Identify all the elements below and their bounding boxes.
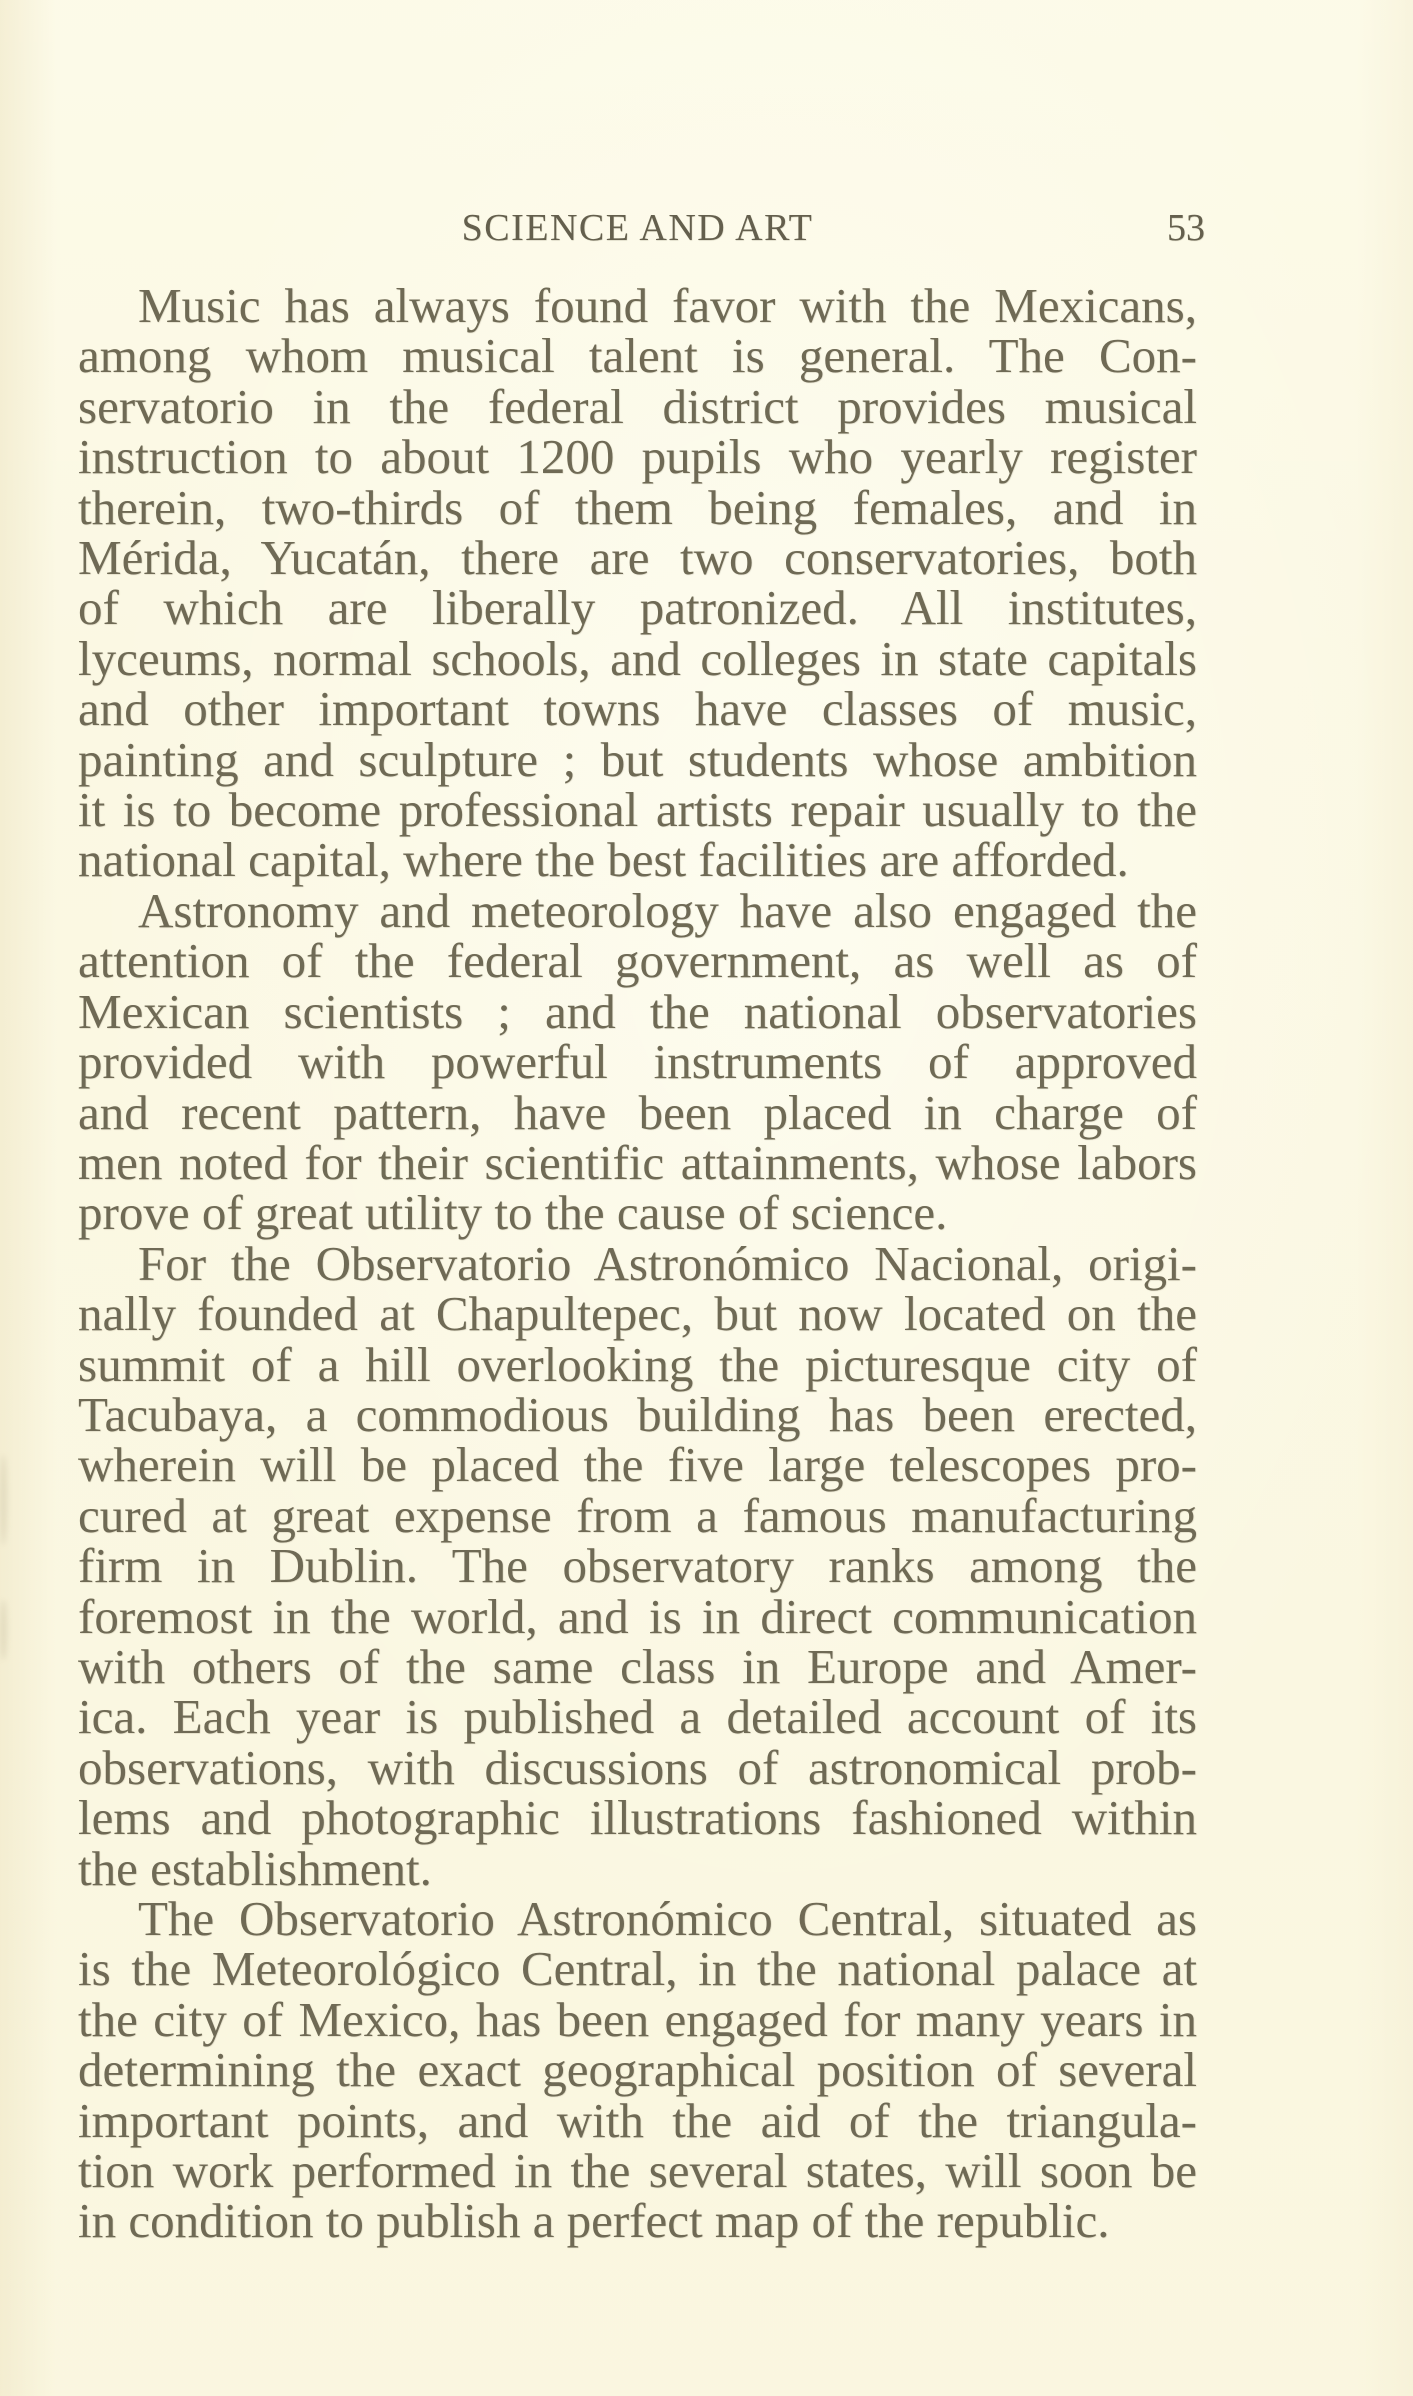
- text-line: lems and photographic illustrations fashioned within: [78, 1790, 1197, 1846]
- scan-smudge: [0, 1600, 7, 1660]
- text-line: painting and sculpture ; but students whose ambition: [78, 731, 1197, 787]
- text-line: among whom musical talent is general. The Con-: [78, 328, 1197, 384]
- paragraph: [78, 1891, 1197, 2249]
- text-line: cured at great expense from a famous manufacturing: [78, 1487, 1197, 1543]
- text-line: the city of Mexico, has been engaged for many years in: [78, 1991, 1197, 2047]
- text-line: The Observatorio Astronómico Central, situated as: [138, 1891, 1197, 1946]
- text-line: Tacubaya, a commodious building has been erected,: [78, 1386, 1197, 1442]
- text-line: and recent pattern, have been placed in charge of: [78, 1084, 1197, 1140]
- text-line: and other important towns have classes of music,: [78, 681, 1197, 737]
- text-line: determining the exact geographical position of several: [78, 2042, 1197, 2098]
- text-line: important points, and with the aid of the triangula-: [78, 2092, 1197, 2148]
- text-line: Mexican scientists ; and the national observatories: [78, 983, 1197, 1039]
- text-line: the establishment.: [78, 1840, 432, 1896]
- text-line: men noted for their scientific attainments, whose labors: [78, 1134, 1197, 1190]
- text-line: prove of great utility to the cause of science.: [78, 1185, 948, 1241]
- text-line: Music has always found favor with the Mexicans,: [138, 278, 1197, 333]
- page-number: 53: [1167, 207, 1205, 249]
- text-line: observations, with discussions of astronomical prob-: [78, 1739, 1197, 1795]
- text-line: nally founded at Chapultepec, but now located on the: [78, 1286, 1197, 1342]
- text-line: For the Observatorio Astronómico Nacional, origi-: [138, 1235, 1197, 1291]
- text-line: it is to become professional artists repair usually to the: [78, 782, 1197, 838]
- text-line: Mérida, Yucatán, there are two conservatories, both: [78, 530, 1197, 586]
- text-line: foremost in the world, and is in direct communication: [78, 1588, 1197, 1644]
- text-line: instruction to about 1200 pupils who yearly register: [78, 429, 1197, 485]
- text-line: lyceums, normal schools, and colleges in state capitals: [78, 630, 1197, 686]
- text-line: servatorio in the federal district provides musical: [78, 378, 1197, 434]
- text-line: attention of the federal government, as well as of: [78, 933, 1197, 989]
- text-line: is the Meteorológico Central, in the national palace at: [78, 1941, 1197, 1997]
- paragraph: [78, 882, 1197, 1241]
- text-line: with others of the same class in Europe and Amer-: [78, 1638, 1197, 1694]
- text-line: therein, two-thirds of them being females, and in: [78, 479, 1197, 535]
- text-line: national capital, where the best facilities are afforded.: [78, 832, 1129, 888]
- text-line: tion work performed in the several states, will soon be: [78, 2143, 1197, 2199]
- page-header: [78, 206, 1205, 250]
- paragraph: [78, 1235, 1197, 1896]
- paragraph: [78, 278, 1197, 888]
- text-block: [78, 278, 1197, 2249]
- scan-smudge: [0, 1455, 7, 1545]
- text-line: of which are liberally patronized. All institutes,: [78, 580, 1197, 636]
- text-line: ica. Each year is published a detailed account of its: [78, 1689, 1197, 1745]
- text-line: in condition to publish a perfect map of the republic.: [78, 2193, 1110, 2249]
- text-line: provided with powerful instruments of approved: [78, 1034, 1197, 1090]
- text-line: firm in Dublin. The observatory ranks among the: [78, 1538, 1197, 1594]
- running-title: SCIENCE AND ART: [461, 207, 814, 249]
- text-line: wherein will be placed the five large telescopes pro-: [78, 1437, 1197, 1493]
- text-line: Astronomy and meteorology have also engaged the: [138, 882, 1197, 938]
- text-line: summit of a hill overlooking the picturesque city of: [78, 1336, 1197, 1392]
